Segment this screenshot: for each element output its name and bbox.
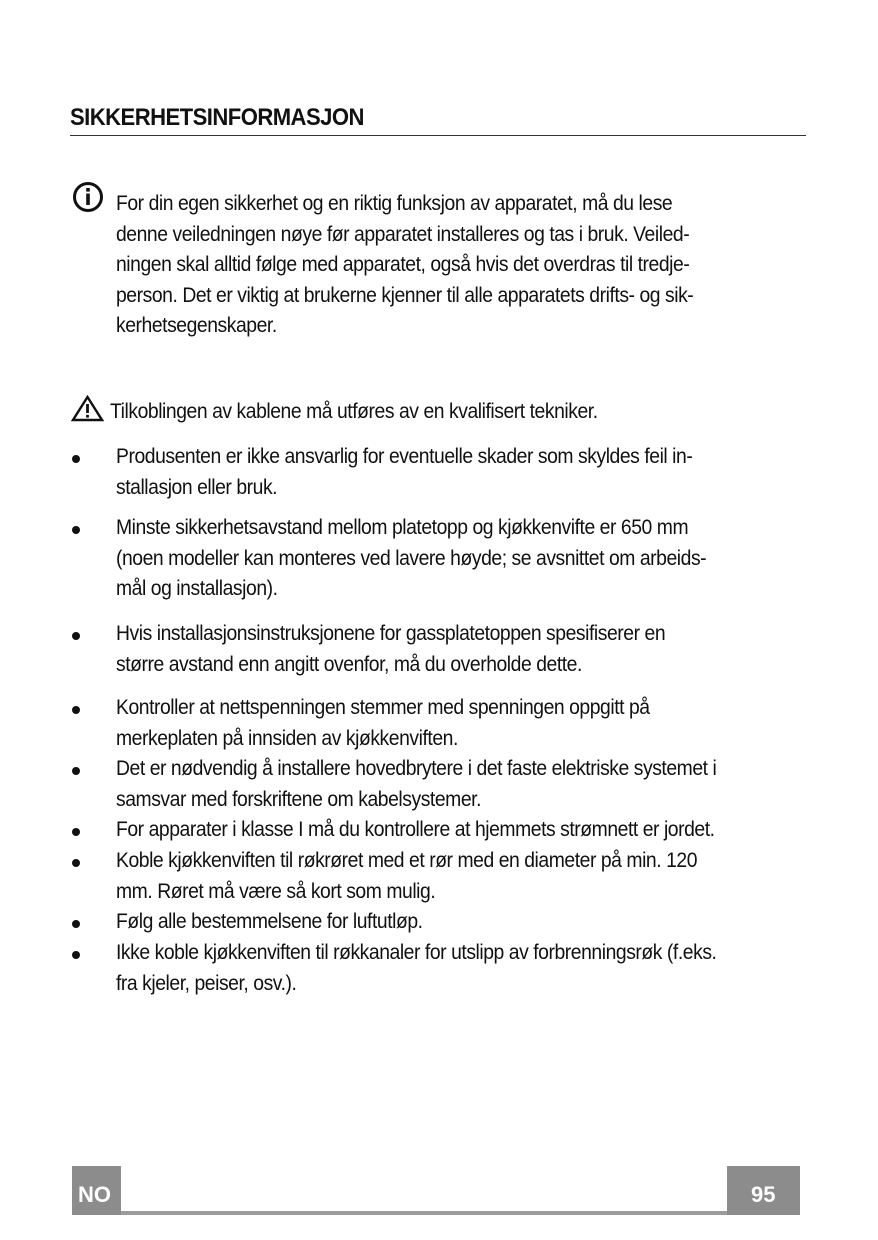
list-item-line: fra kjeler, peiser, osv.). [116,970,297,995]
intro-line: denne veiledningen nøye før apparatet installeres og tas i bruk. Veiled- [116,221,690,246]
list-item-line: Følg alle bestemmelsene for luftutløp. [116,909,423,933]
section-heading [70,104,806,136]
intro-line: ningen skal alltid følge med apparatet, også hvis det overdras til tredje- [116,252,690,276]
section-heading-text: SIKKERHETSINFORMASJON [70,104,364,131]
bullet-icon [70,765,82,777]
list-item-line: Produsenten er ikke ansvarlig for eventuelle skader som skyldes feil in- [116,444,693,468]
list-item-line: Det er nødvendig å installere hovedbrytere i det faste elektriske systemet i [116,756,717,780]
list-item-line: stallasjon eller bruk. [116,474,278,499]
list-item-line: Kontroller at nettspenningen stemmer med spenningen oppgitt på [116,695,650,719]
bullet-icon [70,918,82,930]
intro-paragraph [116,188,757,341]
list-item-line: merkeplaten på innsiden av kjøkkenviften. [116,725,458,750]
intro-line: kerhetsegenskaper. [116,313,277,337]
intro-line: person. Det er viktig at brukerne kjenner til alle apparatets drifts- og sik- [116,282,694,307]
bullet-icon [70,826,82,838]
list-item-line: Hvis installasjonsinstruksjonene for gassplatetoppen spesifiserer en [116,621,666,645]
list-item [116,618,726,679]
list-item-line: Ikke koble kjøkkenviften til røkkanaler for utslipp av forbrenningsrøk (f.eks. [116,940,717,964]
bullet-icon [70,857,82,869]
list-item-line: mm. Røret må være så kort som mulig. [116,878,436,903]
list-item-line: Koble kjøkkenviften til røkrøret med et rør med en diameter på min. 120 [116,848,698,872]
intro-line: For din egen sikkerhet og en riktig funksjon av apparatet, må du lese [116,191,673,215]
footer-language-label: NO [78,1182,111,1207]
list-item-line: (noen modeller kan monteres ved lavere høyde; se avsnittet om arbeids- [116,545,707,570]
list-item [116,441,756,502]
list-item-line: større avstand enn angitt ovenfor, må du overholde dette. [116,651,582,676]
list-item-line: mål og installasjon). [116,576,278,600]
list-item [116,845,762,906]
bullet-icon [70,453,82,465]
bullet-icon [70,949,82,961]
list-item [116,753,783,814]
bullet-icon [70,524,82,536]
page-number: 95 [751,1182,776,1207]
list-item [116,906,457,937]
info-icon [72,181,104,213]
list-item [116,814,781,845]
warning-text [110,396,652,427]
list-item [116,937,783,998]
bullet-icon [70,630,82,642]
list-item [116,512,772,604]
footer-divider [121,1211,727,1215]
bullet-icon [70,704,82,716]
warning-icon [71,395,104,422]
list-item-line: Minste sikkerhetsavstand mellom platetopp og kjøkkenvifte er 650 mm [116,515,689,539]
list-item [116,692,709,753]
list-item-line: samsvar med forskriftene om kabelsystemer. [116,786,482,811]
list-item-line: For apparater i klasse I må du kontrollere at hjemmets strømnett er jordet. [116,817,715,841]
warning-line: Tilkoblingen av kablene må utføres av en kvalifisert tekniker. [110,399,598,423]
